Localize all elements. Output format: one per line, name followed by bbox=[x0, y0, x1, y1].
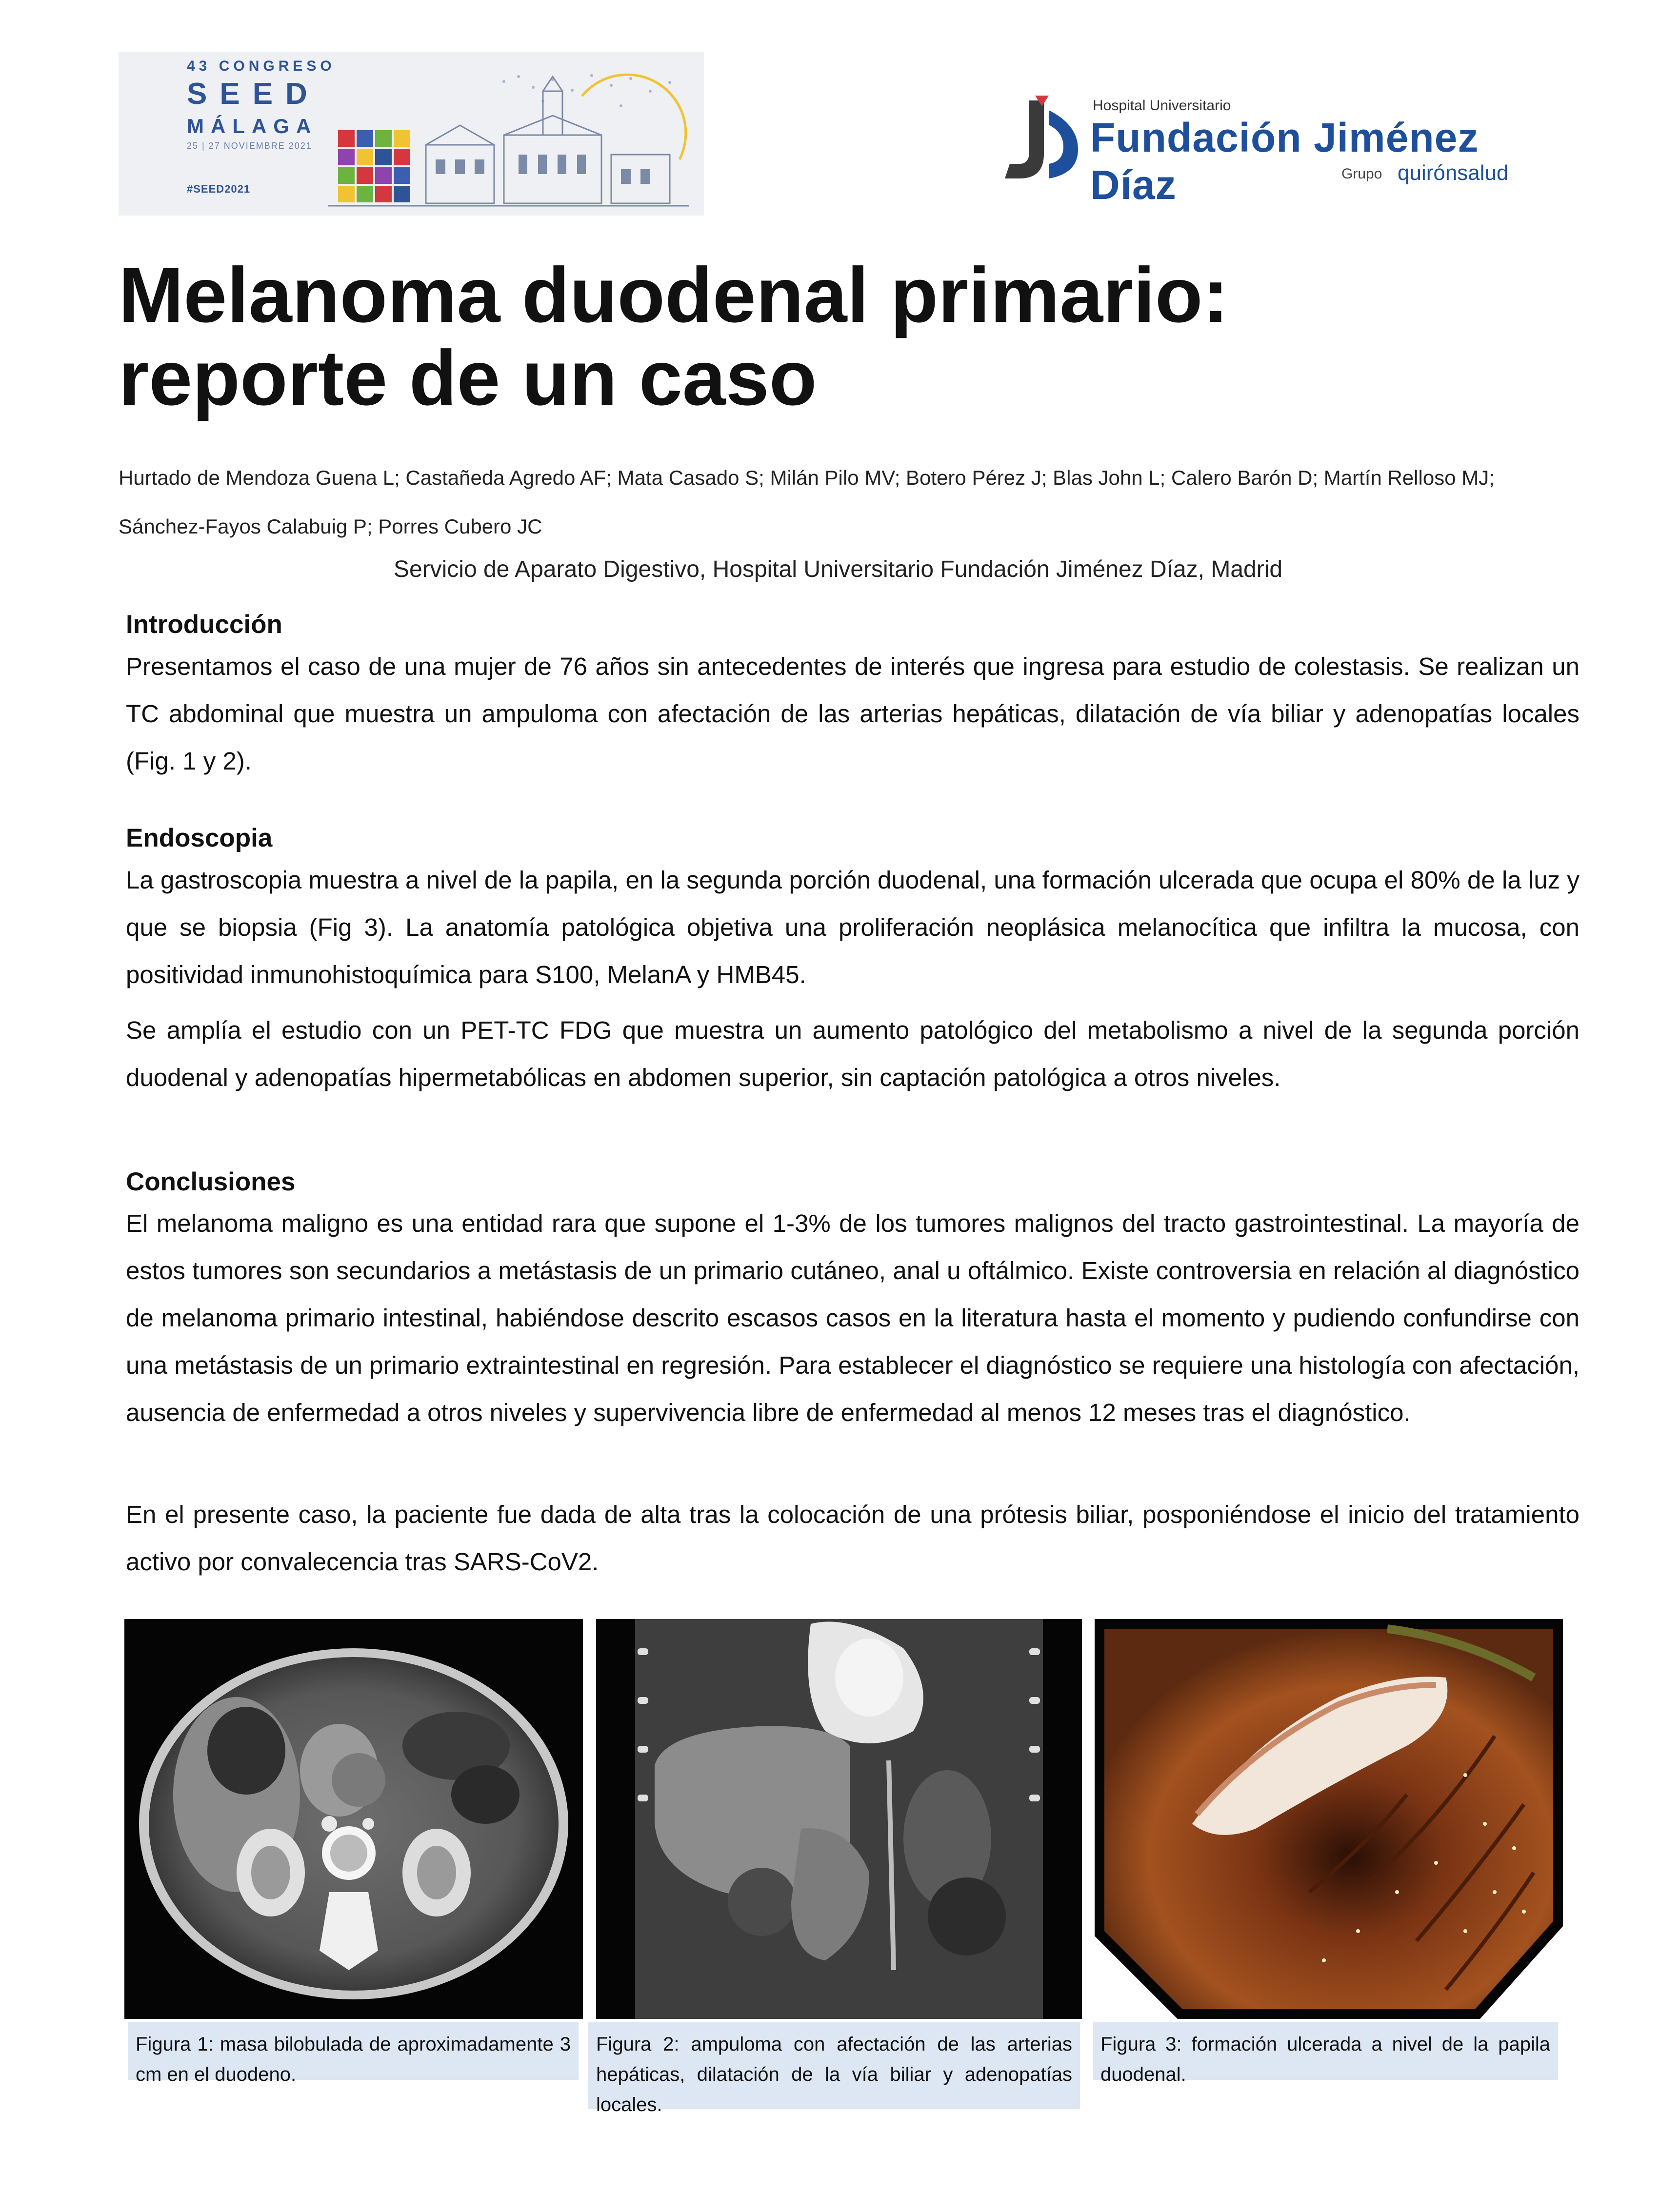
figure-3-caption: Figura 3: formación ulcerada a nivel de la papila duodenal. bbox=[1093, 2022, 1558, 2080]
congress-city: MÁLAGA bbox=[187, 115, 318, 138]
figure-1-caption: Figura 1: masa bilobulada de aproximadamente 3 cm en el duodeno. bbox=[128, 2022, 579, 2080]
figure-2-caption: Figura 2: ampuloma con afectación de las arterias hepáticas, dilatación de la vía biliar y adenopatías locales. bbox=[588, 2022, 1080, 2109]
figure-1-ct-axial-image bbox=[124, 1619, 583, 2019]
affiliation: Servicio de Aparato Digestivo, Hospital Universitario Fundación Jiménez Díaz, Madrid bbox=[393, 556, 1283, 582]
hospital-emblem-icon bbox=[995, 96, 1083, 183]
congress-banner-logo bbox=[119, 52, 704, 216]
conclusiones-paragraph-1: El melanoma maligno es una entidad rara que supone el 1-3% de los tumores malignos del tracto gastrointestinal. La mayoría de estos tumores son secundarios a metástasis de un primario cutáneo, anal u oftálmico. Existe controversia en relación al diagnóstico de melanoma primario intestinal, habiéndose descrito escasos casos en la literatura hasta el momento y pudiendo confundirse con una metástasis de un primario extraintestinal en regresión. Para establecer el diagnóstico se requiere una histología con afectación, ausencia de enfermedad a otros niveles y supervivencia libre de enfermedad al menos 12 meses tras el diagnóstico. bbox=[126, 1209, 1579, 1426]
endoscopia-paragraph-2: Se amplía el estudio con un PET-TC FDG que muestra un aumento patológico del metabolismo a nivel de la segunda porción duodenal y adenopatías hipermetabólicas en abdomen superior, sin captación patológica a otros niveles. bbox=[126, 1016, 1579, 1091]
authors bbox=[119, 454, 1558, 551]
poster-title bbox=[119, 251, 1533, 421]
hospital-grupo-label: Grupo bbox=[1341, 166, 1382, 182]
figure-2-ct-coronal-image bbox=[596, 1619, 1082, 2019]
endoscopia-paragraph-1: La gastroscopia muestra a nivel de la papila, en la segunda porción duodenal, una formación ulcerada que ocupa el 80% de la luz y que se biopsia (Fig 3). La anatomía patológica objetiva una proliferación neoplásica melanocítica que infiltra la mucosa, con positividad inmunohistoquímica para S100, MelanA y HMB45. bbox=[126, 866, 1579, 988]
conclusiones-paragraph-2: En el presente caso, la paciente fue dada de alta tras la colocación de una prótesis biliar, posponiéndose el inicio del tratamiento activo por convalecencia tras SARS-CoV2. bbox=[126, 1501, 1579, 1576]
malaga-buildings-illustration bbox=[328, 62, 699, 213]
congress-dates: 25 | 27 NOVIEMBRE 2021 bbox=[187, 141, 312, 151]
intro-paragraph: Presentamos el caso de una mujer de 76 años sin antecedentes de interés que ingresa para estudio de colestasis. Se realizan un TC abdominal que muestra un ampuloma con afectación de las arterias hepáticas, dilatación de vía biliar y adenopatías locales (Fig. 1 y 2). bbox=[126, 652, 1579, 775]
hospital-line1: Hospital Universitario bbox=[1093, 98, 1231, 114]
title-line-1: Melanoma duodenal primario: bbox=[119, 251, 1229, 338]
congress-acronym: SEED bbox=[187, 77, 320, 111]
hospital-logo bbox=[995, 93, 1541, 208]
endoscopia-heading: Endoscopia bbox=[126, 824, 273, 852]
hospital-name: Fundación Jiménez Díaz bbox=[1090, 115, 1479, 208]
intro-heading: Introducción bbox=[126, 610, 282, 639]
figure-3-endoscopy-image bbox=[1095, 1619, 1563, 2019]
hospital-group-name: quirónsalud bbox=[1398, 161, 1509, 185]
congress-hashtag: #SEED2021 bbox=[187, 183, 251, 195]
conclusiones-heading: Conclusiones bbox=[126, 1167, 296, 1196]
congress-edition: 43 CONGRESO bbox=[187, 58, 336, 74]
title-line-2: reporte de un caso bbox=[119, 334, 817, 421]
authors-line-1: Hurtado de Mendoza Guena L; Castañeda Agredo AF; Mata Casado S; Milán Pilo MV; Botero Pérez J; Blas John L; Calero Barón D; Martín Relloso MJ; bbox=[119, 466, 1495, 489]
authors-line-2: Sánchez-Fayos Calabuig P; Porres Cubero JC bbox=[119, 515, 542, 538]
